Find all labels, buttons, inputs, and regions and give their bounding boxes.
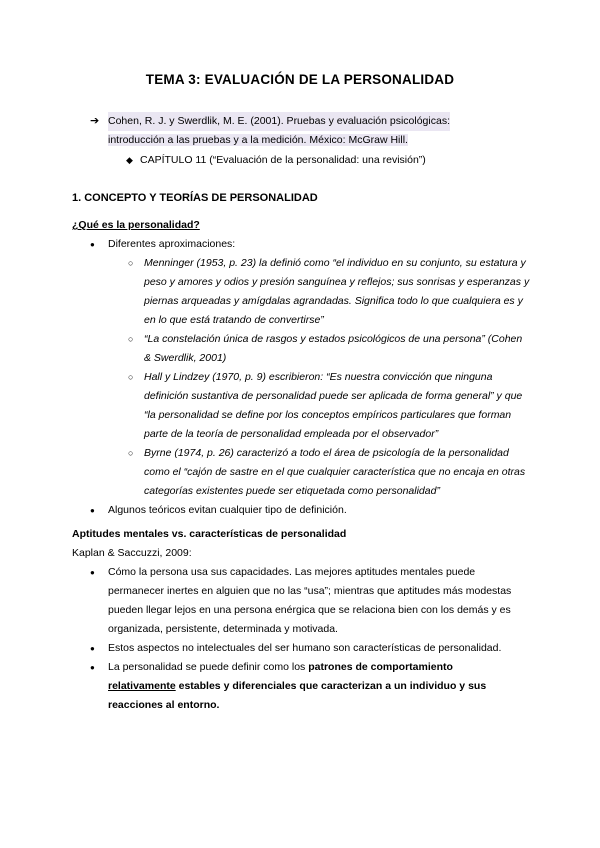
bullet-icon: ● <box>90 663 95 672</box>
list-item-text: Cómo la persona usa sus capacidades. Las mejores aptitudes mentales puede permanecer inertes en alguien que no las “usa”; mientras que aptitudes más modestas pueden llegar lejos en una persona enérgica que se relaciona bien con los demás y es organizada, persistente, determinada y motivada. <box>108 566 512 635</box>
circle-bullet-icon: ○ <box>128 448 134 458</box>
definition-bold-phrase: patrones de comportamiento <box>308 661 453 673</box>
list-item <box>72 563 532 639</box>
reference-citation-part-1: Cohen, R. J. y Swerdlik, M. E. (2001). Pruebas y evaluación psicológicas: <box>108 112 450 131</box>
section-1-heading: 1. CONCEPTO Y TEORÍAS DE PERSONALIDAD <box>72 192 318 204</box>
approaches-list <box>108 254 532 501</box>
list-item <box>72 658 532 715</box>
approach-item <box>108 330 532 368</box>
section-1-list <box>72 235 532 520</box>
approach-text: Byrne (1974, p. 26) caracterizó a todo el área de psicología de la personalidad como el “cajón de sastre en el que cualquier característica que no encaja en otras categorías existentes puede ser etiquetada como personalidad” <box>144 447 526 497</box>
circle-bullet-icon: ○ <box>128 258 134 268</box>
arrow-icon: ➔ <box>90 115 100 127</box>
reference-chapter <box>90 151 510 170</box>
chapter-text: CAPÍTULO 11 (“Evaluación de la personalidad: una revisión”) <box>140 154 426 166</box>
reference-citation-part-2: introducción a las pruebas y a la medición. México: McGraw Hill. <box>108 134 408 146</box>
approach-item <box>108 444 532 501</box>
approach-text: Hall y Lindzey (1970, p. 9) escribieron: “Es nuestra convicción que ninguna definición sustantiva de personalidad puede ser aplicada de forma general” y que “la personalidad se define por los conceptos empíricos particulares que forman parte de la teoría de personalidad empleada por el observador” <box>144 371 523 440</box>
circle-bullet-icon: ○ <box>128 372 134 382</box>
circle-bullet-icon: ○ <box>128 334 134 344</box>
page-title: TEMA 3: EVALUACIÓN DE LA PERSONALIDAD <box>145 72 455 87</box>
bullet-icon: ● <box>90 240 95 249</box>
section-2-heading: Aptitudes mentales vs. características de personalidad <box>72 528 347 540</box>
approach-item <box>108 254 532 330</box>
list-item <box>72 639 532 658</box>
approach-item <box>108 368 532 444</box>
main-content <box>72 216 532 715</box>
list-item-text: Diferentes aproximaciones: <box>108 238 236 250</box>
diamond-bullet-icon: ◆ <box>126 155 133 165</box>
bullet-icon: ● <box>90 644 95 653</box>
reference-line-1 <box>90 112 510 131</box>
approach-text: Menninger (1953, p. 23) la definió como “el individuo en su conjunto, su estatura y peso y amores y odios y presión sanguínea y reflejos; sus sonrisas y esperanzas y piernas arqueadas y amígdalas agrandadas. Significa todo lo que cualquiera es y en lo que está tratando de convertirse” <box>144 257 530 326</box>
list-item-text: Estos aspectos no intelectuales del ser humano son características de personalidad. <box>108 642 502 654</box>
section-2-list <box>72 563 532 715</box>
reference-block <box>90 112 510 170</box>
bullet-icon: ● <box>90 506 95 515</box>
reference-line-2 <box>90 131 510 150</box>
list-item <box>72 235 532 501</box>
list-item-text: Algunos teóricos evitan cualquier tipo de definición. <box>108 504 347 516</box>
bullet-icon: ● <box>90 568 95 577</box>
question-heading: ¿Qué es la personalidad? <box>72 219 200 231</box>
definition-bold-continuation: estables y diferenciales que caracterizan a un individuo y sus reacciones al entorno. <box>108 680 487 711</box>
definition-underlined-word: relativamente <box>108 680 176 692</box>
definition-prefix: La personalidad se puede definir como los <box>108 661 309 673</box>
list-item <box>72 501 532 520</box>
approach-text: “La constelación única de rasgos y estados psicológicos de una persona” (Cohen & Swerdlik, 2001) <box>144 333 523 364</box>
section-2-source: Kaplan & Saccuzzi, 2009: <box>72 547 192 559</box>
